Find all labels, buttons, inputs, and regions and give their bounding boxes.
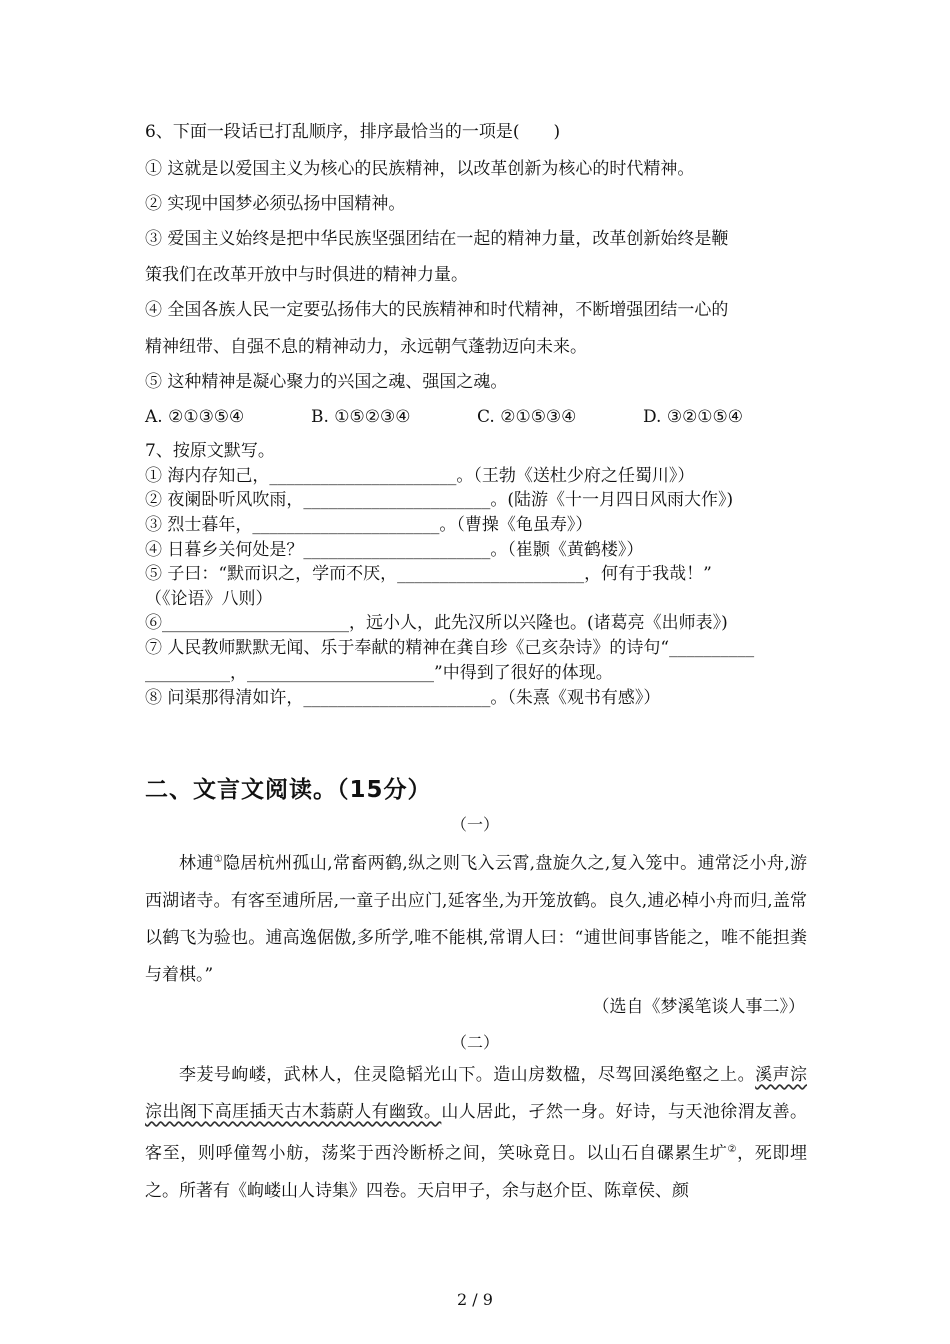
q7-line-3: ③ 烈士暮年，______________________。（曹操《龟虽寿》） [145, 515, 593, 535]
section-title: 二、文言文阅读。（15分） [145, 777, 432, 803]
q7-line-5: ⑤ 子曰：“默而识之，学而不厌，______________________，何有于我哉！” [145, 564, 712, 584]
q7-line-4: ④ 日暮乡关何处是？______________________。（崔颢《黄鹤楼》） [145, 540, 644, 560]
part-2-passage [145, 1057, 807, 1210]
part-1-source: （选自《梦溪笔谈人事二》） [592, 997, 805, 1017]
passage-1-text-a: 林逋 [179, 853, 214, 874]
footnote-ref-2: ② [727, 1144, 738, 1155]
passage-2-text-b: 山人居此，孑然一身。好诗，与天池徐渭友善。客至，则呼僮驾小舫，荡桨于西泠断桥之间，笑咏竟日。以山石自磥累生圹 [145, 1102, 808, 1164]
q6-sentence-5: ⑤ 这种精神是凝心聚力的兴国之魂、强国之魂。 [145, 372, 508, 392]
q6-sentence-2: ② 实现中国梦必须弘扬中国精神。 [145, 194, 406, 214]
q7-stem: 7、按原文默写。 [145, 441, 275, 461]
q7-line-2: ② 夜阑卧听风吹雨，______________________。(陆游《十一月四日风雨大作》) [145, 490, 734, 510]
q6-sentence-3a: ③ 爱国主义始终是把中华民族坚强团结在一起的精神力量，改革创新始终是鞭 [145, 229, 729, 249]
part-2-label: （二） [450, 1033, 499, 1052]
q6-options [145, 406, 805, 428]
passage-1-text-b: 隐居杭州孤山,常畜两鹤,纵之则飞入云霄,盘旋久之,复入笼中。逋常泛小舟,游西湖诸寺。有客至逋所居,一童子出应门,延客坐,为开笼放鹤。良久,逋必棹小舟而归,盖常以鹤飞为验也。逋高逸倨傲,多所学,唯不能棋,常谓人曰：“逋世间事皆能之，唯不能担粪与着棋。” [145, 853, 807, 985]
page-number: 2 / 9 [457, 1290, 493, 1309]
part-1-label: （一） [450, 815, 499, 834]
passage-2-wavy-underlined: 溪声淙淙出阁下高厓插天古木蓊蔚人有幽致。 [145, 1065, 808, 1122]
passage-2-text-c: ，死即埋之。所著有《岣嵝山人诗集》四卷。天启甲子，余与赵介臣、陈章侯、颜 [145, 1143, 808, 1201]
q6-option-c: C. ②①⑤③④ [477, 407, 577, 427]
q6-sentence-3b: 策我们在改革开放中与时俱进的精神力量。 [145, 265, 468, 285]
q7-line-5b: （《论语》八则） [145, 589, 273, 609]
q7-line-6: ⑥______________________，远小人，此先汉所以兴隆也。(诸葛亮《出师表》) [145, 613, 728, 633]
q6-sentence-1: ① 这就是以爱国主义为核心的民族精神，以改革创新为核心的时代精神。 [145, 159, 695, 179]
footnote-ref-1: ① [213, 854, 224, 865]
q7-line-1: ① 海内存知己，______________________。（王勃《送杜少府之任蜀川》） [145, 466, 695, 486]
q6-option-d: D. ③②①⑤④ [643, 407, 744, 427]
q7-line-7: ⑦ 人民教师默默无闻、乐于奉献的精神在龚自珍《己亥杂诗》的诗句“__________ [145, 638, 755, 658]
q7-line-8: ⑧ 问渠那得清如许，______________________。（朱熹《观书有感》） [145, 688, 661, 708]
part-1-passage [145, 841, 807, 994]
q6-stem: 6、下面一段话已打乱顺序，排序最恰当的一项是( ) [145, 122, 561, 142]
q6-sentence-4a: ④ 全国各族人民一定要弘扬伟大的民族精神和时代精神，不断增强团结一心的 [145, 300, 729, 320]
q7-line-7b: __________，______________________”中得到了很好的体现。 [145, 663, 613, 683]
q6-option-a: A. ②①③⑤④ [145, 407, 245, 427]
passage-2-text-a: 李茇号岣嵝，武林人，住灵隐韬光山下。造山房数楹，尽驾回溪绝壑之上。 [179, 1065, 756, 1085]
q6-option-b: B. ①⑤②③④ [311, 407, 411, 427]
q6-sentence-4b: 精神纽带、自强不息的精神动力，永远朝气蓬勃迈向未来。 [145, 337, 587, 357]
